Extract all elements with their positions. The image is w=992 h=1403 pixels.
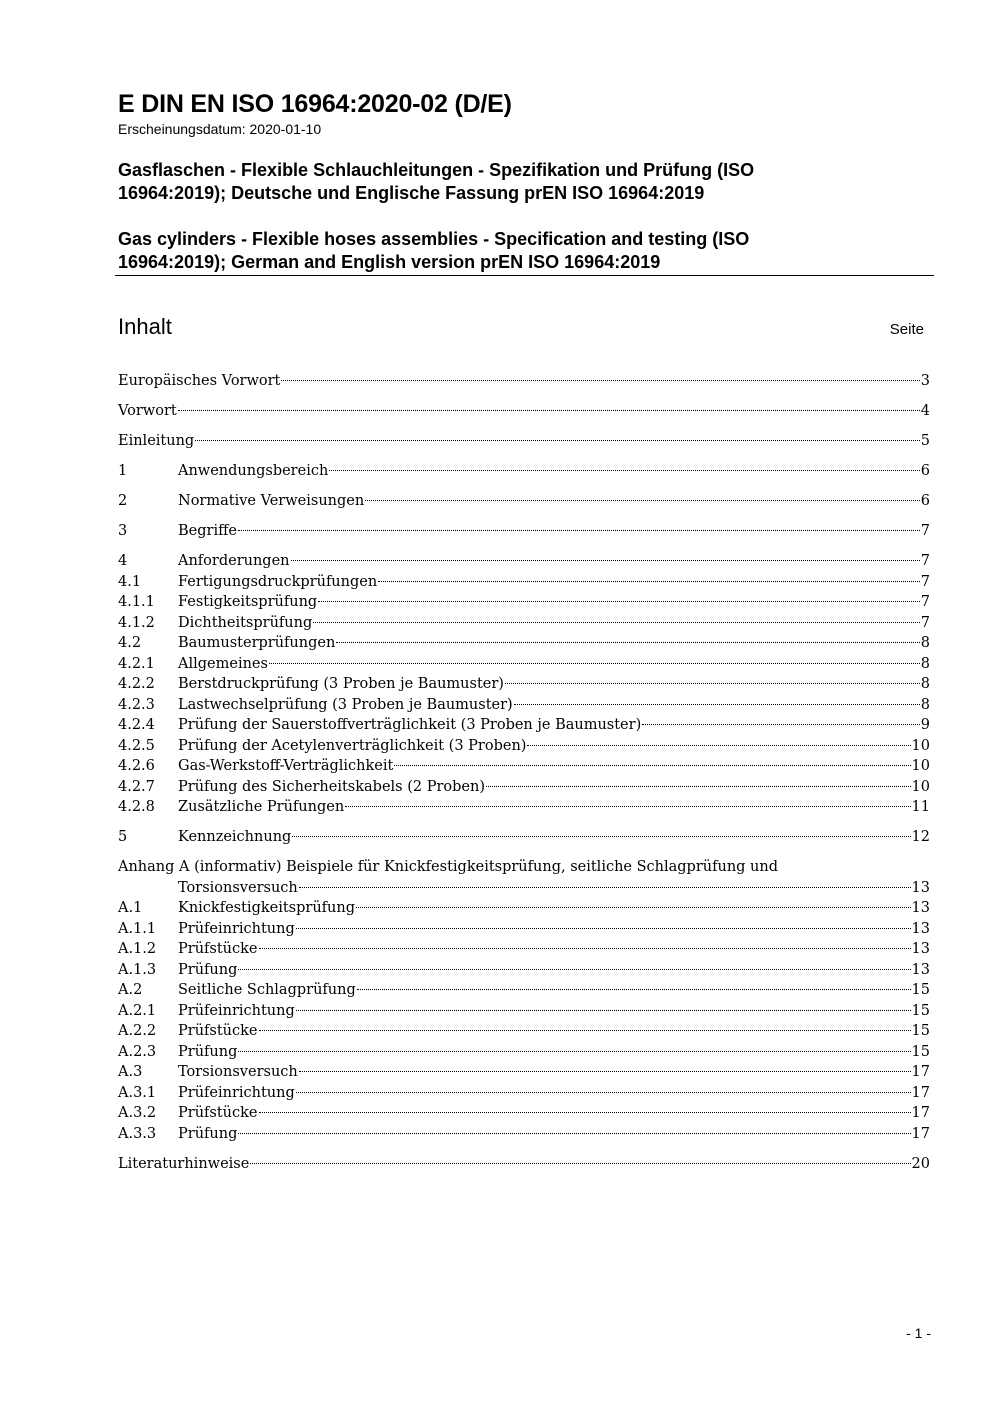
toc-page-label: Seite <box>889 321 924 338</box>
toc-entry[interactable] <box>118 695 930 716</box>
title-german-line: 16964:2019); Deutsche und Englische Fassung prEN ISO 16964:2019 <box>118 183 705 203</box>
toc-entry-page: 15 <box>911 1002 930 1019</box>
toc-entry-title: Prüfstücke <box>178 1023 258 1039</box>
toc-leader <box>291 560 920 561</box>
toc-entry-page: 12 <box>911 829 930 845</box>
toc-entry-number: 4.2.2 <box>118 676 155 692</box>
toc-leader <box>259 1112 911 1113</box>
toc-entry-page: 9 <box>920 717 930 733</box>
toc-leader <box>250 1163 910 1164</box>
toc-entry-number: 4.1.2 <box>118 614 155 631</box>
toc-entry-title: Lastwechselprüfung (3 Proben je Baumuster) <box>178 696 513 713</box>
toc-entry-number: 1 <box>118 463 128 479</box>
toc-entry[interactable] <box>118 1042 930 1063</box>
toc-entry-page: 15 <box>911 1023 930 1039</box>
toc-entry-number: 4.1 <box>118 573 142 590</box>
toc-leader <box>336 642 919 643</box>
toc-leader <box>238 1051 910 1052</box>
title-german <box>118 159 878 205</box>
toc-entry-page: 7 <box>920 614 930 631</box>
toc-entry[interactable] <box>118 592 930 613</box>
toc-entry-page: 13 <box>911 961 930 978</box>
table-of-contents <box>118 371 930 1174</box>
toc-entry-number: 4 <box>118 553 128 569</box>
toc-entry[interactable] <box>118 939 930 960</box>
toc-leader <box>281 380 919 381</box>
toc-entry-title: Prüfstücke <box>178 1105 258 1121</box>
toc-entry[interactable] <box>118 613 930 634</box>
toc-entry[interactable] <box>118 736 930 757</box>
toc-leader <box>356 907 911 908</box>
toc-entry-number: A.3.2 <box>118 1105 157 1121</box>
toc-entry[interactable] <box>118 491 930 512</box>
toc-entry[interactable] <box>118 431 930 452</box>
toc-entry-number: 5 <box>118 829 128 845</box>
toc-entry-title: Vorwort <box>118 403 177 419</box>
toc-entry-page: 13 <box>911 920 930 937</box>
toc-entry-number: A.1.2 <box>118 941 157 957</box>
toc-entry[interactable] <box>118 521 930 542</box>
toc-entry-number: 4.2.7 <box>118 778 155 795</box>
header-divider <box>115 275 934 276</box>
toc-leader <box>394 765 910 766</box>
toc-entry-page: 10 <box>911 758 930 774</box>
toc-entry-number: 4.2.4 <box>118 717 155 733</box>
toc-entry-number: 4.1.1 <box>118 594 155 610</box>
toc-entry-title: Prüfeinrichtung <box>178 1084 295 1101</box>
toc-entry[interactable] <box>118 1021 930 1042</box>
toc-entry-title: Prüfung <box>178 1125 238 1142</box>
toc-entry-number: 4.2.5 <box>118 737 155 754</box>
toc-entry-number: A.2.3 <box>118 1043 157 1060</box>
toc-leader <box>527 745 910 746</box>
toc-leader <box>486 786 911 787</box>
toc-leader <box>296 1010 911 1011</box>
toc-entry-title: Prüfung <box>178 961 238 978</box>
toc-entry-number: A.1.1 <box>118 920 157 937</box>
toc-entry[interactable] <box>118 960 930 981</box>
toc-leader <box>378 581 920 582</box>
toc-leader <box>292 836 910 837</box>
toc-entry-page: 15 <box>911 1043 930 1060</box>
toc-leader <box>505 683 920 684</box>
toc-entry-annex-continued[interactable] <box>118 878 930 899</box>
toc-entry-number: 4.2.1 <box>118 655 155 672</box>
toc-entry[interactable] <box>118 654 930 675</box>
toc-entry-number: A.2.2 <box>118 1023 157 1039</box>
title-english-line: Gas cylinders - Flexible hoses assemblies - Specification and testing (ISO <box>118 229 750 249</box>
toc-entry-number: A.3 <box>118 1064 143 1080</box>
toc-entry[interactable] <box>118 1124 930 1145</box>
toc-entry[interactable] <box>118 715 930 736</box>
toc-entry-page: 17 <box>911 1064 930 1080</box>
toc-entry-page: 13 <box>911 941 930 957</box>
toc-entry-page: 6 <box>920 493 930 509</box>
toc-entry-number: 4.2.3 <box>118 696 155 713</box>
toc-entry-title: Fertigungsdruckprüfungen <box>178 573 378 590</box>
toc-entry-number: A.3.1 <box>118 1084 157 1101</box>
toc-entry-page: 6 <box>920 463 930 479</box>
toc-entry-title: Kennzeichnung <box>178 829 292 845</box>
toc-entry-title: Baumusterprüfungen <box>178 635 336 651</box>
toc-entry-number: 3 <box>118 523 128 539</box>
toc-entry-page: 17 <box>911 1105 930 1121</box>
toc-entry-title: Literaturhinweise <box>118 1155 250 1172</box>
toc-entry-number: A.2.1 <box>118 1002 157 1019</box>
toc-entry-title: Anforderungen <box>178 553 290 569</box>
toc-entry[interactable] <box>118 401 930 422</box>
toc-entry-title: Prüfstücke <box>178 941 258 957</box>
toc-leader <box>299 1071 911 1072</box>
toc-leader <box>195 440 920 441</box>
toc-leader <box>642 724 920 725</box>
toc-entry-number: A.1 <box>118 900 143 916</box>
toc-entry[interactable] <box>118 756 930 777</box>
toc-entry-title: Europäisches Vorwort <box>118 373 281 389</box>
toc-leader <box>329 470 919 471</box>
toc-entry-title: Gas-Werkstoff-Verträglichkeit <box>178 758 394 774</box>
toc-entry-number: 4.2.6 <box>118 758 155 774</box>
toc-leader <box>365 500 920 501</box>
toc-entry-page: 5 <box>920 433 930 449</box>
toc-leader <box>313 622 920 623</box>
toc-entry-page: 7 <box>920 553 930 569</box>
toc-entry-title: Einleitung <box>118 433 195 449</box>
toc-entry-number: 4.2.8 <box>118 799 155 815</box>
toc-entry-title: Knickfestigkeitsprüfung <box>178 900 356 916</box>
toc-entry-page: 8 <box>920 635 930 651</box>
toc-entry-number: A.2 <box>118 982 143 998</box>
toc-leader <box>238 530 920 531</box>
document-id: E DIN EN ISO 16964:2020-02 (D/E) <box>118 90 512 118</box>
toc-entry-title: Berstdruckprüfung (3 Proben je Baumuster) <box>178 676 504 692</box>
toc-leader <box>238 1133 910 1134</box>
toc-entry[interactable] <box>118 674 930 695</box>
toc-entry-page: 4 <box>920 403 930 419</box>
title-english <box>118 228 878 274</box>
toc-entry[interactable] <box>118 1154 930 1175</box>
toc-leader <box>259 1030 911 1031</box>
toc-entry-title: Normative Verweisungen <box>178 493 365 509</box>
toc-entry-page: 10 <box>911 737 930 754</box>
toc-entry[interactable] <box>118 1083 930 1104</box>
toc-entry-page: 15 <box>911 982 930 998</box>
toc-entry-number: 4.2 <box>118 635 142 651</box>
toc-entry[interactable] <box>118 1062 930 1083</box>
toc-entry-page: 20 <box>911 1155 930 1172</box>
toc-entry-annex[interactable] <box>118 857 930 878</box>
toc-entry-number: 2 <box>118 493 128 509</box>
toc-entry[interactable] <box>118 551 930 572</box>
toc-entry-page: 13 <box>911 879 930 896</box>
toc-leader <box>296 928 911 929</box>
toc-entry-page: 17 <box>911 1125 930 1142</box>
toc-entry[interactable] <box>118 572 930 593</box>
title-english-line: 16964:2019); German and English version prEN ISO 16964:2019 <box>118 252 661 272</box>
toc-leader <box>178 410 920 411</box>
toc-leader <box>269 663 920 664</box>
toc-leader <box>296 1092 911 1093</box>
toc-entry[interactable] <box>118 919 930 940</box>
toc-entry-title: Seitliche Schlagprüfung <box>178 982 356 998</box>
toc-entry-number: A.3.3 <box>118 1125 157 1142</box>
toc-entry-title: Torsionsversuch <box>178 1064 298 1080</box>
toc-entry-title: Begriffe <box>178 523 237 539</box>
toc-leader <box>299 887 911 888</box>
toc-leader <box>514 704 920 705</box>
toc-entry-page: 8 <box>920 655 930 672</box>
toc-entry[interactable] <box>118 461 930 482</box>
toc-entry-title: Allgemeines <box>178 655 268 672</box>
toc-entry-title: Anwendungsbereich <box>178 463 329 479</box>
publication-date: Erscheinungsdatum: 2020-01-10 <box>118 121 322 137</box>
toc-entry[interactable] <box>118 777 930 798</box>
toc-entry-title: Dichtheitsprüfung <box>178 614 313 631</box>
toc-entry-page: 7 <box>920 573 930 590</box>
toc-leader <box>259 948 911 949</box>
toc-leader <box>238 969 910 970</box>
toc-entry-page: 8 <box>920 696 930 713</box>
toc-entry-title: Prüfung des Sicherheitskabels (2 Proben) <box>178 778 485 795</box>
toc-entry[interactable] <box>118 1001 930 1022</box>
toc-entry-page: 11 <box>911 799 930 815</box>
toc-entry[interactable] <box>118 980 930 1001</box>
toc-entry[interactable] <box>118 827 930 848</box>
toc-entry[interactable] <box>118 371 930 392</box>
toc-entry-page: 7 <box>920 523 930 539</box>
toc-entry-page: 13 <box>911 900 930 916</box>
toc-entry-title: Prüfeinrichtung <box>178 1002 295 1019</box>
toc-entry-title: Festigkeitsprüfung <box>178 594 318 610</box>
toc-leader <box>345 806 910 807</box>
toc-leader <box>318 601 920 602</box>
toc-entry[interactable] <box>118 898 930 919</box>
toc-leader <box>357 989 911 990</box>
toc-heading: Inhalt <box>118 314 172 339</box>
toc-entry-title: Prüfung der Sauerstoffverträglichkeit (3 Proben je Baumuster) <box>178 717 642 733</box>
toc-entry-page: 8 <box>920 676 930 692</box>
toc-entry[interactable] <box>118 633 930 654</box>
toc-entry[interactable] <box>118 1103 930 1124</box>
toc-entry-title-continued: Torsionsversuch <box>178 879 298 896</box>
toc-entry-title: Prüfung <box>178 1043 238 1060</box>
toc-entry-page: 10 <box>911 778 930 795</box>
toc-entry-title: Prüfung der Acetylenverträglichkeit (3 Proben) <box>178 737 527 754</box>
toc-entry-title: Anhang A (informativ) Beispiele für Knickfestigkeitsprüfung, seitliche Schlagprüfung und <box>118 859 779 875</box>
page-number: - 1 - <box>906 1325 931 1341</box>
toc-entry-page: 7 <box>920 594 930 610</box>
toc-entry-page: 3 <box>920 373 930 389</box>
toc-entry-number: A.1.3 <box>118 961 157 978</box>
toc-entry-title: Zusätzliche Prüfungen <box>178 799 345 815</box>
title-german-line: Gasflaschen - Flexible Schlauchleitungen - Spezifikation und Prüfung (ISO <box>118 160 755 180</box>
toc-entry[interactable] <box>118 797 930 818</box>
toc-entry-page: 17 <box>911 1084 930 1101</box>
toc-entry-title: Prüfeinrichtung <box>178 920 295 937</box>
